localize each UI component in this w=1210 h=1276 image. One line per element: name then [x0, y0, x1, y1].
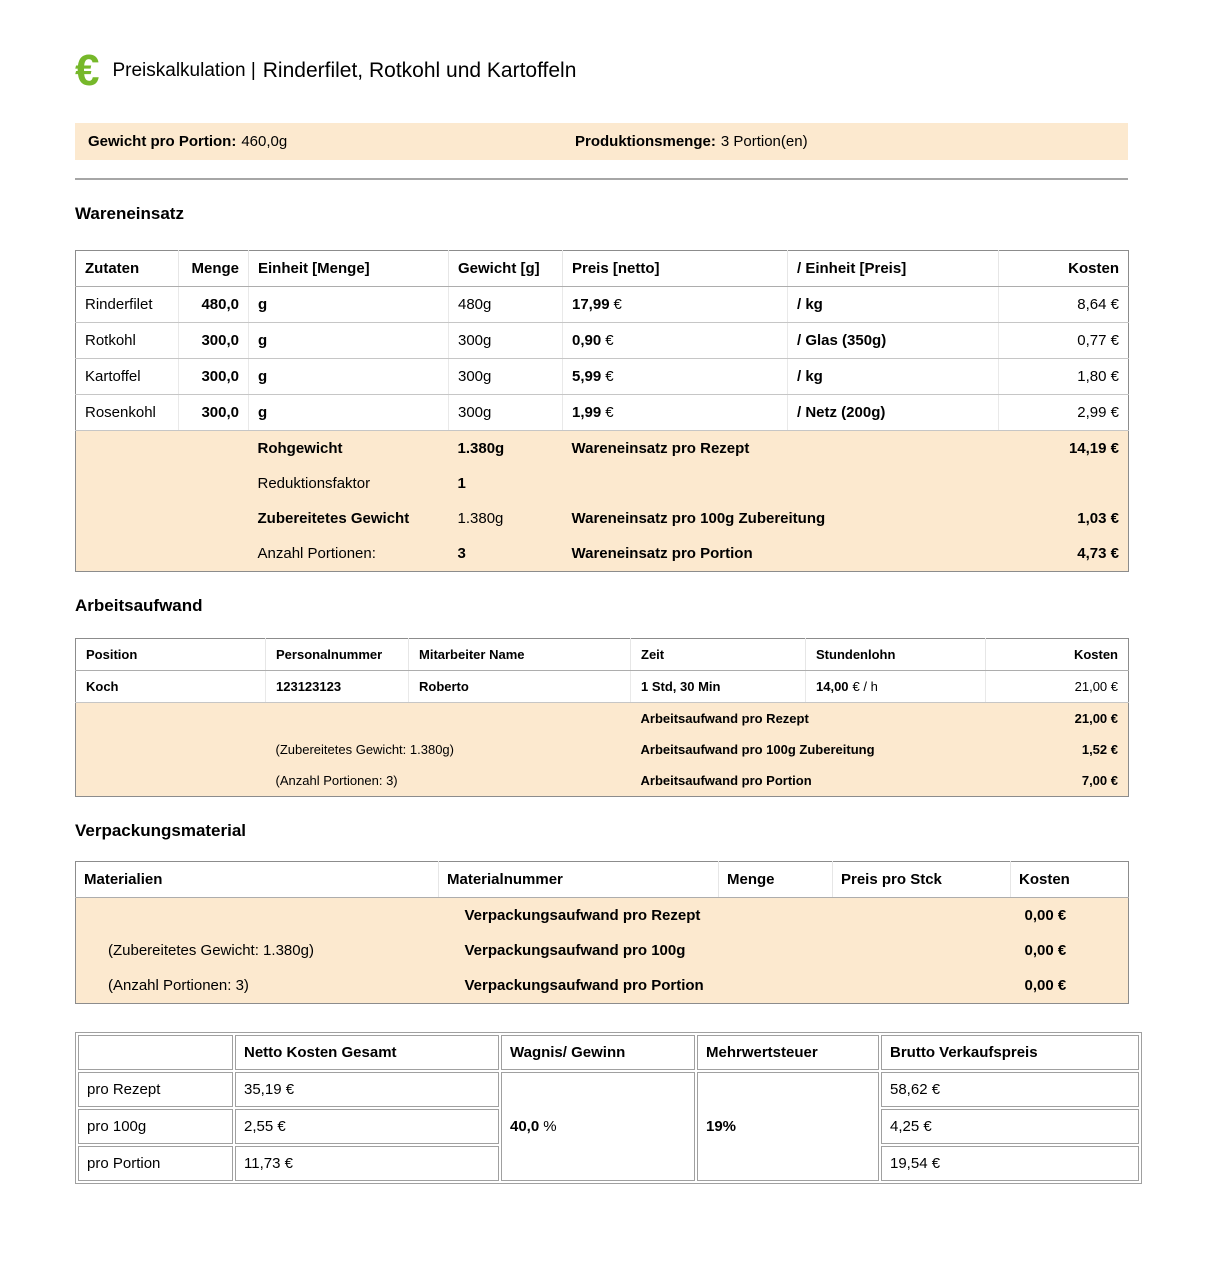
col-stundenlohn: Stundenlohn: [806, 639, 986, 671]
summary-value: 1,52 €: [986, 734, 1129, 765]
summary-value: 1.380g: [449, 501, 563, 536]
cell-gewicht: 480g: [449, 287, 563, 323]
col-zutaten: Zutaten: [76, 251, 179, 287]
summary-row: [76, 898, 1129, 934]
summary-note: [266, 703, 631, 735]
col-menge: Menge: [179, 251, 249, 287]
summary-row: [76, 933, 1129, 968]
verpackung-heading: Verpackungsmaterial: [75, 821, 247, 841]
cell-kosten: 2,99 €: [999, 395, 1129, 431]
summary-label: Zubereitetes Gewicht: [249, 501, 449, 536]
cell-kosten: 21,00 €: [986, 671, 1129, 703]
summary-note: (Anzahl Portionen: 3): [76, 968, 439, 1004]
cell-preis: [563, 359, 788, 395]
cell-stundenlohn: [806, 671, 986, 703]
col-gewicht: Gewicht [g]: [449, 251, 563, 287]
row-label: pro Portion: [78, 1146, 233, 1181]
summary-label: Arbeitsaufwand pro Portion: [631, 765, 986, 797]
cell-preis: [563, 287, 788, 323]
summary-note: (Zubereitetes Gewicht: 1.380g): [76, 933, 439, 968]
col-preis-pro-stck: Preis pro Stck: [833, 862, 1011, 898]
summary-row: [76, 466, 1129, 501]
recipe-title: Rinderfilet, Rotkohl und Kartoffeln: [262, 58, 577, 82]
summary-value: 1.380g: [449, 431, 563, 467]
col-preis-netto: Preis [netto]: [563, 251, 788, 287]
col-mitarbeiter: Mitarbeiter Name: [409, 639, 631, 671]
summary-label: Verpackungsaufwand pro 100g: [439, 933, 719, 968]
summary-note: (Anzahl Portionen: 3): [266, 765, 631, 797]
wage-unit: € / h: [852, 679, 878, 695]
cell-menge: 480,0: [179, 287, 249, 323]
summary-right-label: Wareneinsatz pro 100g Zubereitung: [563, 501, 999, 536]
ingredient-row: [76, 287, 1129, 323]
cell-netto: 2,55 €: [235, 1109, 499, 1144]
cell-personalnummer: 123123123: [266, 671, 409, 703]
euro-icon: €: [75, 46, 100, 95]
empty-corner-cell: [78, 1035, 233, 1070]
summary-label: Verpackungsaufwand pro Rezept: [439, 898, 719, 934]
summary-right-label: Wareneinsatz pro Portion: [563, 536, 999, 572]
summary-row: [76, 431, 1129, 467]
row-label: pro Rezept: [78, 1072, 233, 1107]
kalkulation-row: [78, 1072, 1139, 1107]
weight-label: Gewicht pro Portion:: [88, 133, 237, 151]
cell-zutat: Rotkohl: [76, 323, 179, 359]
col-position: Position: [76, 639, 266, 671]
col-materialien: Materialien: [76, 862, 439, 898]
table-header-row: [76, 862, 1129, 898]
col-zeit: Zeit: [631, 639, 806, 671]
col-brutto-verkaufspreis: Brutto Verkaufspreis: [881, 1035, 1139, 1070]
summary-value: 21,00 €: [986, 703, 1129, 735]
summary-row: [76, 734, 1129, 765]
summary-label: Anzahl Portionen:: [249, 536, 449, 572]
cell-gewicht: 300g: [449, 323, 563, 359]
arbeitsaufwand-table: [75, 638, 1129, 797]
cell-zutat: Rosenkohl: [76, 395, 179, 431]
cell-brutto: 58,62 €: [881, 1072, 1139, 1107]
cell-netto: 35,19 €: [235, 1072, 499, 1107]
col-personalnummer: Personalnummer: [266, 639, 409, 671]
section-divider: [75, 178, 1128, 180]
summary-value: 3: [449, 536, 563, 572]
production-quantity: [575, 133, 808, 150]
summary-label: Rohgewicht: [249, 431, 449, 467]
cell-einheit-preis: / Netz (200g): [788, 395, 999, 431]
table-header-row: [76, 251, 1129, 287]
cell-brutto: 19,54 €: [881, 1146, 1139, 1181]
summary-right-label: [563, 466, 999, 501]
wage-number: 14,00: [816, 679, 849, 695]
document-header: [75, 46, 1128, 95]
cell-wagnis: [501, 1072, 695, 1181]
table-header-row: [78, 1035, 1139, 1070]
cell-brutto: 4,25 €: [881, 1109, 1139, 1144]
summary-right-label: Wareneinsatz pro Rezept: [563, 431, 999, 467]
wareneinsatz-heading: Wareneinsatz: [75, 204, 184, 224]
verpackung-table: [75, 861, 1129, 1004]
portion-info-bar: [75, 123, 1128, 160]
summary-right-value: 14,19 €: [999, 431, 1129, 467]
summary-note: [76, 898, 439, 934]
cell-preis: [563, 323, 788, 359]
summary-note: (Zubereitetes Gewicht: 1.380g): [266, 734, 631, 765]
price-number: 5,99: [572, 368, 602, 386]
arbeitsaufwand-heading: Arbeitsaufwand: [75, 596, 203, 616]
cell-kosten: 1,80 €: [999, 359, 1129, 395]
summary-label: Arbeitsaufwand pro Rezept: [631, 703, 986, 735]
summary-label: Arbeitsaufwand pro 100g Zubereitung: [631, 734, 986, 765]
cell-menge: 300,0: [179, 395, 249, 431]
summary-value: 1: [449, 466, 563, 501]
summary-right-value: 4,73 €: [999, 536, 1129, 572]
currency-symbol: €: [605, 368, 614, 386]
col-einheit-menge: Einheit [Menge]: [249, 251, 449, 287]
cell-mwst: 19%: [697, 1072, 879, 1181]
cell-menge: 300,0: [179, 359, 249, 395]
cell-einheit-preis: / kg: [788, 287, 999, 323]
col-materialnummer: Materialnummer: [439, 862, 719, 898]
summary-value: 0,00 €: [1011, 968, 1129, 1004]
price-number: 17,99: [572, 296, 610, 314]
summary-row: [76, 968, 1129, 1004]
ingredient-row: [76, 359, 1129, 395]
price-number: 0,90: [572, 332, 602, 350]
weight-per-portion: [88, 133, 287, 150]
summary-row: [76, 536, 1129, 572]
col-netto-kosten: Netto Kosten Gesamt: [235, 1035, 499, 1070]
kalkulation-table: [75, 1032, 1142, 1184]
summary-right-value: 1,03 €: [999, 501, 1129, 536]
cell-gewicht: 300g: [449, 359, 563, 395]
currency-symbol: €: [605, 404, 614, 422]
summary-row: [76, 765, 1129, 797]
cell-einheit: g: [249, 359, 449, 395]
summary-value: 0,00 €: [1011, 933, 1129, 968]
summary-value: 0,00 €: [1011, 898, 1129, 934]
production-label: Produktionsmenge:: [575, 133, 716, 151]
ingredient-row: [76, 395, 1129, 431]
cell-preis: [563, 395, 788, 431]
col-einheit-preis: / Einheit [Preis]: [788, 251, 999, 287]
cell-einheit: g: [249, 287, 449, 323]
cell-kosten: 0,77 €: [999, 323, 1129, 359]
col-wagnis-gewinn: Wagnis/ Gewinn: [501, 1035, 695, 1070]
percent-symbol: %: [543, 1118, 557, 1136]
summary-label: Reduktionsfaktor: [249, 466, 449, 501]
summary-label: Verpackungsaufwand pro Portion: [439, 968, 719, 1004]
col-kosten: Kosten: [1011, 862, 1129, 898]
app-label: Preiskalkulation |: [112, 59, 256, 81]
cell-kosten: 8,64 €: [999, 287, 1129, 323]
col-menge: Menge: [719, 862, 833, 898]
table-header-row: [76, 639, 1129, 671]
cell-netto: 11,73 €: [235, 1146, 499, 1181]
summary-value: 7,00 €: [986, 765, 1129, 797]
cell-einheit: g: [249, 323, 449, 359]
wareneinsatz-table: [75, 250, 1129, 572]
cell-zutat: Rinderfilet: [76, 287, 179, 323]
cell-mitarbeiter: Roberto: [409, 671, 631, 703]
cell-gewicht: 300g: [449, 395, 563, 431]
summary-row: [76, 703, 1129, 735]
cell-menge: 300,0: [179, 323, 249, 359]
ingredient-row: [76, 323, 1129, 359]
cell-einheit: g: [249, 395, 449, 431]
cell-einheit-preis: / Glas (350g): [788, 323, 999, 359]
currency-symbol: €: [613, 296, 622, 314]
production-value: 3 Portion(en): [720, 133, 808, 151]
col-kosten: Kosten: [986, 639, 1129, 671]
cell-position: Koch: [76, 671, 266, 703]
wagnis-number: 40,0: [510, 1118, 540, 1136]
summary-right-value: [999, 466, 1129, 501]
cell-zutat: Kartoffel: [76, 359, 179, 395]
col-kosten: Kosten: [999, 251, 1129, 287]
weight-value: 460,0g: [241, 133, 288, 151]
cell-zeit: 1 Std, 30 Min: [631, 671, 806, 703]
currency-symbol: €: [605, 332, 614, 350]
labor-row: [76, 671, 1129, 703]
cell-einheit-preis: / kg: [788, 359, 999, 395]
summary-row: [76, 501, 1129, 536]
row-label: pro 100g: [78, 1109, 233, 1144]
price-number: 1,99: [572, 404, 602, 422]
col-mehrwertsteuer: Mehrwertsteuer: [697, 1035, 879, 1070]
